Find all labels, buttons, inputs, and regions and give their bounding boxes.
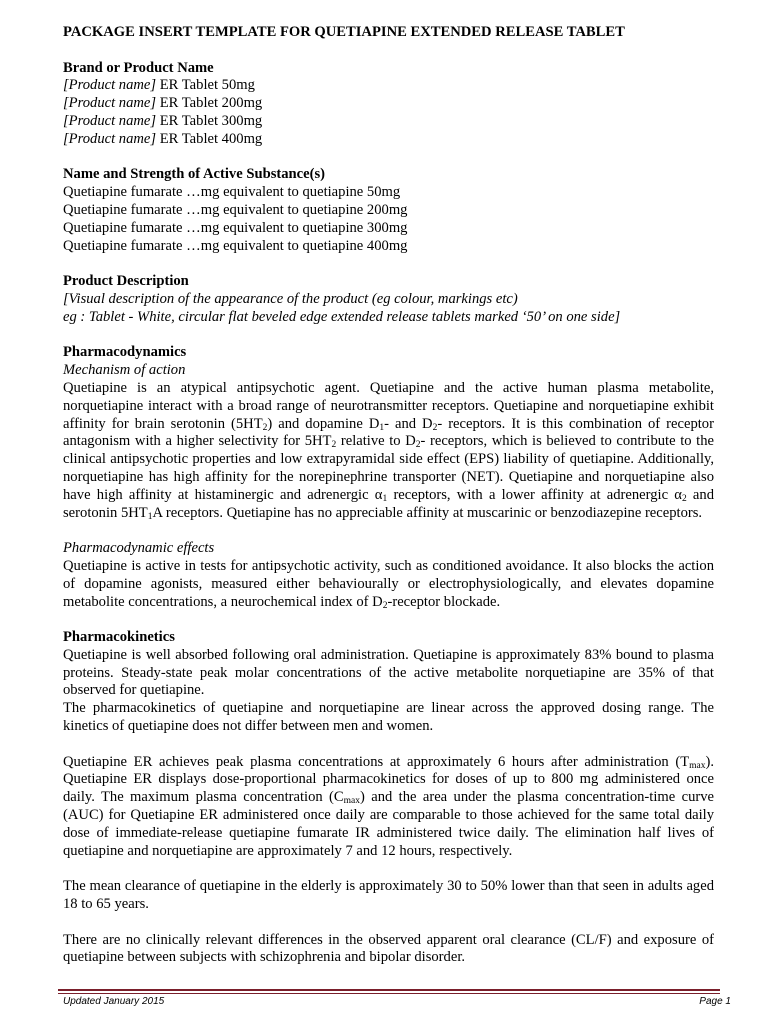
pharmacodynamic-effects-heading: Pharmacodynamic effects	[63, 540, 215, 557]
document-title: PACKAGE INSERT TEMPLATE FOR QUETIAPINE EXTENDED RELEASE TABLET	[63, 24, 625, 40]
brand-item-text: ER Tablet 400mg	[156, 130, 263, 147]
active-substance-item: Quetiapine fumarate …mg equivalent to quetiapine 300mg	[63, 219, 408, 236]
document-page	[63, 24, 714, 967]
product-description-line: [Visual description of the appearance of the product (eg colour, markings etc)	[63, 290, 518, 307]
active-substance-heading: Name and Strength of Active Substance(s)	[63, 166, 326, 183]
product-description-heading: Product Description	[63, 273, 189, 290]
pharmacokinetics-paragraph: The pharmacokinetics of quetiapine and norquetiapine are linear across the approved dosing range. The kinetics of quetiapine does not differ between men and women.	[63, 700, 714, 735]
pharmacokinetics-paragraph: The mean clearance of quetiapine in the elderly is approximately 30 to 50% lower than that seen in adults aged 18 to 65 years.	[63, 878, 714, 913]
pharmacokinetics-paragraph: Quetiapine is well absorbed following oral administration. Quetiapine is approximately 83% bound to plasma proteins. Steady-state peak molar concentrations of the active metabolite norquetiapine are 35% of that observed for quetiapine.	[63, 646, 714, 699]
product-name-placeholder: [Product name]	[63, 112, 157, 129]
brand-item	[63, 95, 714, 113]
pharmacodynamic-effects-paragraph: Quetiapine is active in tests for antipsychotic activity, such as conditioned avoidance. It also blocks the action of dopamine agonists, measured either behaviourally or electrophysiologically, and elevates dopamine metabolite concentrations, a neurochemical index of $D_2$-receptor blockade.	[63, 557, 714, 611]
brand-item	[63, 113, 714, 131]
footer-rule	[58, 989, 720, 991]
active-substance-item: Quetiapine fumarate …mg equivalent to quetiapine 200mg	[63, 201, 408, 218]
mechanism-of-action-heading: Mechanism of action	[63, 362, 186, 379]
pharmacokinetics-paragraph: There are no clinically relevant differences in the observed apparent oral clearance (CL/F) and exposure of quetiapine between subjects with schizophrenia and bipolar disorder.	[63, 931, 714, 966]
footer-page-number: Page 1	[699, 996, 731, 1007]
mechanism-of-action-paragraph: Quetiapine is an atypical antipsychotic agent. Quetiapine and the active human plasma metabolite, norquetiapine interact with a broad range of neurotransmitter receptors. Quetiapine and norquetiapine exhibit affinity for brain serotonin $(5HT_2)$ and dopamine $D_1-$ and $D_2-$ receptors. It is this combination of receptor antagonism with a higher selectivity for $5HT_2$ relative to $D_2-$ receptors, which is believed to contribute to the clinical antipsychotic properties and low extrapyramidal side effect (EPS) liability of quetiapine. Additionally, norquetiapine has high affinity for the norepinephrine transporter (NET). Quetiapine and norquetiapine also have high affinity at histaminergic and adrenergic $\alpha_1$ receptors, with a lower affinity at adrenergic $\alpha_2$ and serotonin $5HT_1A$ receptors. Quetiapine has no appreciable affinity at muscarinic or benzodiazepine receptors.	[63, 379, 714, 522]
brand-item-text: ER Tablet 300mg	[156, 112, 263, 129]
active-substance-item: Quetiapine fumarate …mg equivalent to quetiapine 400mg	[63, 237, 408, 254]
pharmacokinetics-paragraph: Quetiapine ER achieves peak plasma concentrations at approximately 6 hours after administration $(T_{max})$. Quetiapine ER displays dose-proportional pharmacokinetics for doses of up to 800 mg administered once daily. The maximum plasma concentration $(C_{max})$ and the area under the plasma concentration-time curve (AUC) for Quetiapine ER administered once daily are comparable to those achieved for the same total daily dose of immediate-release quetiapine fumarate IR administered twice daily. The elimination half lives of quetiapine and norquetiapine are approximately 7 and 12 hours, respectively.	[63, 753, 714, 859]
active-substance-item: Quetiapine fumarate …mg equivalent to quetiapine 50mg	[63, 184, 401, 201]
brand-item	[63, 131, 714, 149]
footer-rule-thin	[58, 993, 720, 994]
product-name-placeholder: [Product name]	[63, 95, 157, 112]
brand-item-text: ER Tablet 50mg	[156, 77, 255, 94]
brand-heading: Brand or Product Name	[63, 59, 214, 76]
brand-item-text: ER Tablet 200mg	[156, 95, 263, 112]
brand-item	[63, 77, 714, 95]
product-name-placeholder: [Product name]	[63, 77, 157, 94]
footer-updated-date: Updated January 2015	[63, 996, 165, 1007]
product-name-placeholder: [Product name]	[63, 130, 157, 147]
pharmacokinetics-heading: Pharmacokinetics	[63, 629, 175, 646]
pharmacodynamics-heading: Pharmacodynamics	[63, 344, 187, 361]
product-description-example: eg : Tablet - White, circular flat beveled edge extended release tablets marked ‘50’ on one side]	[63, 308, 621, 325]
